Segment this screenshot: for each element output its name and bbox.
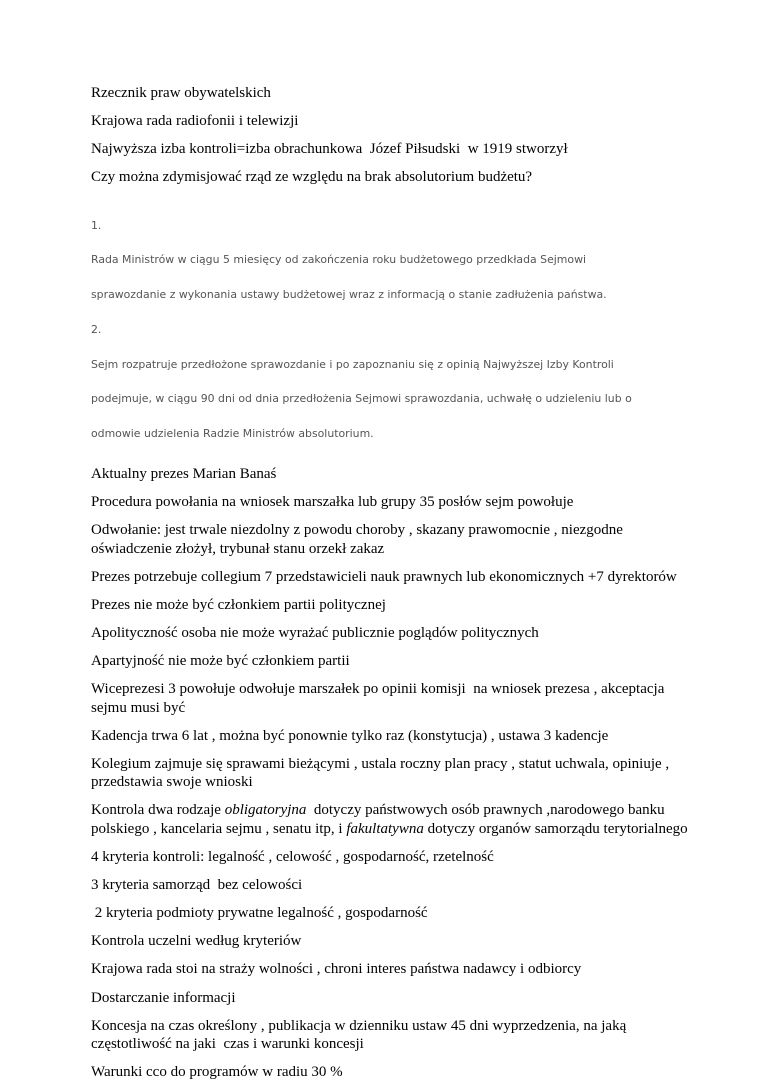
- text-kryteria-3: 3 kryteria samorząd bez celowości: [91, 877, 303, 894]
- text-apartyjnosc: Apartyjność nie może być członkiem partii: [91, 653, 350, 670]
- text-koncesja: Koncesja na czas określony , publikacja w dzienniku ustaw 45 dni wyprzedzenia, na jaką częstotliwość na jaki czas i warunki koncesji: [91, 1017, 630, 1053]
- kontrola-part-a: Kontrola dwa rodzaje: [91, 802, 225, 819]
- constitution-quote: [91, 196, 691, 463]
- text-kontrola: [91, 801, 691, 838]
- quote-text-2b: podejmuje, w ciągu 90 dni od dnia przedłożenia Sejmowi sprawozdania, uchwałę o udzieleniu lub o: [91, 392, 632, 406]
- text-partia: Prezes nie może być członkiem partii politycznej: [91, 596, 386, 613]
- text-uczelnie: Kontrola uczelni według kryteriów: [91, 933, 302, 950]
- text-line-krrit: Krajowa rada radiofonii i telewizji: [91, 113, 299, 130]
- text-line-nik: Najwyższa izba kontroli=izba obrachunkowa Józef Piłsudski w 1919 stworzył: [91, 141, 568, 158]
- text-apolitycznosc: Apolityczność osoba nie może wyrażać publicznie poglądów politycznych: [91, 625, 539, 641]
- text-collegium: Prezes potrzebuje collegium 7 przedstawicieli nauk prawnych lub ekonomicznych +7 dyrektorów: [91, 568, 677, 585]
- text-kolegium: Kolegium zajmuje się sprawami bieżącymi , ustala roczny plan pracy , statut uchwala, opiniuje , przedstawia swoje wnioski: [91, 755, 673, 791]
- text-dostarczanie: Dostarczanie informacji: [91, 989, 236, 1006]
- text-krajowa-rada: Krajowa rada stoi na straży wolności , chroni interes państwa nadawcy i odbiorcy: [91, 961, 582, 978]
- quote-number-2: 2.: [91, 322, 102, 336]
- text-kryteria-2: 2 kryteria podmioty prywatne legalność , gospodarność: [91, 905, 428, 922]
- text-odwolanie: Odwołanie: jest trwale niezdolny z powodu choroby , skazany prawomocnie , niezgodne oświadczenie złożył, trybunał stanu orzekł zakaz: [91, 522, 627, 557]
- quote-number-1: 1.: [91, 218, 102, 232]
- quote-text-2c: odmowie udzielenia Radzie Ministrów absolutorium.: [91, 427, 374, 441]
- text-line-rpo: Rzecznik praw obywatelskich: [91, 85, 271, 101]
- kontrola-emphasis-obligatoryjna: obligatoryjna: [224, 802, 307, 819]
- kontrola-emphasis-fakultatywna: fakultatywna: [346, 820, 424, 837]
- kontrola-part-b: dotyczy państwowych osób prawnych ,narodowego banku polskiego , kancelaria sejmu , senatu itp, i: [91, 802, 669, 837]
- kontrola-part-c: dotyczy organów samorządu terytorialnego: [423, 820, 688, 837]
- text-kryteria-4: 4 kryteria kontroli: legalność , celowość , gospodarność, rzetelność: [91, 849, 494, 866]
- text-line-question: Czy można zdymisjować rząd ze względu na brak absolutorium budżetu?: [91, 169, 533, 186]
- quote-text-2a: Sejm rozpatruje przedłożone sprawozdanie i po zapoznaniu się z opinią Najwyższej Izby Kontroli: [91, 357, 614, 371]
- quote-text-1b: sprawozdanie z wykonania ustawy budżetowej wraz z informacją o stanie zadłużenia państwa.: [91, 288, 607, 302]
- text-prezes: Aktualny prezes Marian Banaś: [91, 466, 277, 483]
- text-wiceprezesi: Wiceprezesi 3 powołuje odwołuje marszałek po opinii komisji na wniosek prezesa , akceptacja sejmu musi być: [91, 681, 669, 716]
- text-procedura: Procedura powołania na wniosek marszałka lub grupy 35 posłów sejm powołuje: [91, 494, 574, 511]
- quote-text-1a: Rada Ministrów w ciągu 5 miesięcy od zakończenia roku budżetowego przedkłada Sejmowi: [91, 253, 586, 267]
- document-page: [91, 84, 691, 1091]
- text-warunki: Warunki cco do programów w radiu 30 %: [91, 1064, 343, 1081]
- text-kadencja: Kadencja trwa 6 lat , można być ponownie tylko raz (konstytucja) , ustawa 3 kadencje: [91, 727, 609, 744]
